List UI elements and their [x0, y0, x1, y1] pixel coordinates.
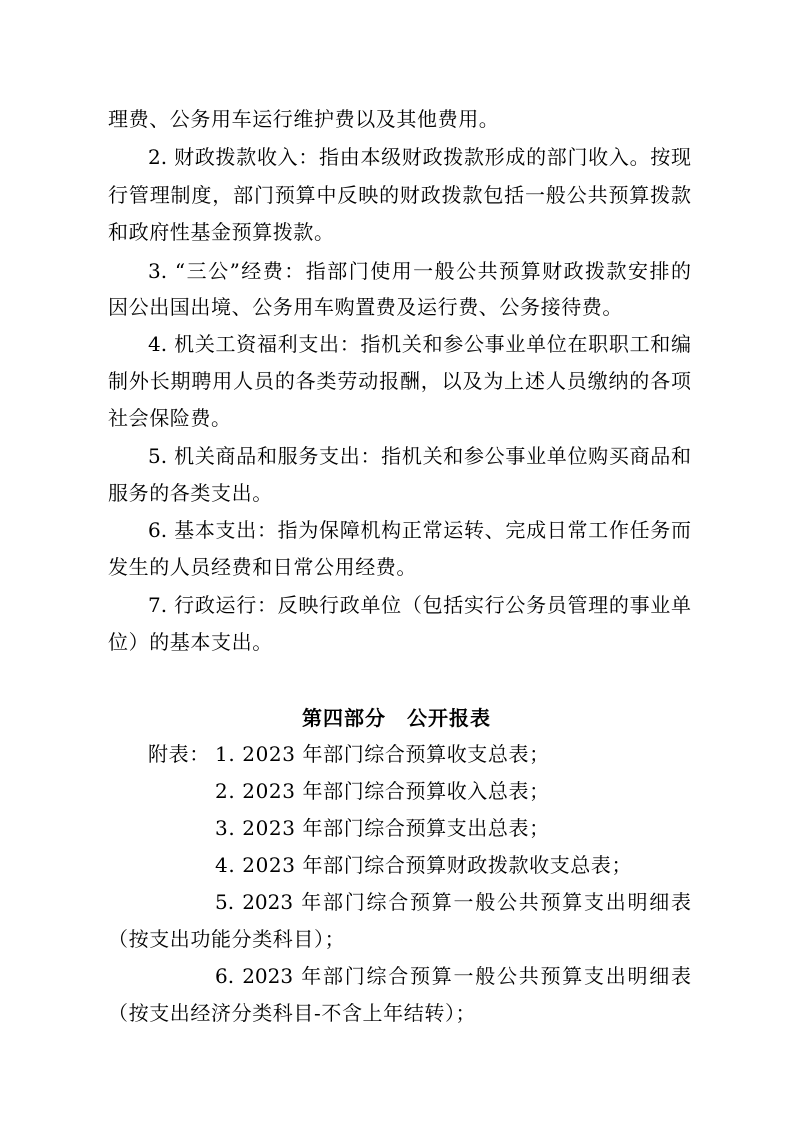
- table-item-1: 1. 2023 年部门综合预算收支总表；: [215, 742, 550, 766]
- item4-line2: 制外长期聘用人员的各类劳动报酬，以及为上述人员缴纳的各项: [108, 369, 691, 393]
- item6-line2: 发生的人员经费和日常公用经费。: [108, 555, 417, 579]
- item2-line3: 和政府性基金预算拨款。: [108, 220, 335, 244]
- section4-title: 第四部分 公开报表: [302, 706, 491, 730]
- item7-line2: 位）的基本支出。: [108, 630, 273, 654]
- item4-line3: 社会保险费。: [108, 406, 232, 430]
- item5-line2: 服务的各类支出。: [108, 481, 273, 505]
- item1-tail-line: 理费、公务用车运行维护费以及其他费用。: [108, 107, 500, 131]
- item2-line1: 2. 财政拨款收入：指由本级财政拨款形成的部门收入。按现: [148, 145, 691, 169]
- item3-line1: 3. “三公”经费：指部门使用一般公共预算财政拨款安排的: [148, 259, 691, 283]
- item5-line1: 5. 机关商品和服务支出：指机关和参公事业单位购买商品和: [148, 444, 691, 468]
- table-item-6-line2: （按支出经济分类科目-不含上年结转）；: [108, 1001, 477, 1025]
- item6-line1: 6. 基本支出：指为保障机构正常运转、完成日常工作任务而: [148, 518, 691, 542]
- table-item-5-line2: （按支出功能分类科目）；: [108, 927, 346, 951]
- table-item-4: 4. 2023 年部门综合预算财政拨款收支总表；: [215, 853, 633, 877]
- item7-line1: 7. 行政运行：反映行政单位（包括实行公务员管理的事业单: [148, 593, 691, 617]
- table-item-2: 2. 2023 年部门综合预算收入总表；: [215, 779, 550, 803]
- table-item-6-line1: 6. 2023 年部门综合预算一般公共预算支出明细表: [215, 964, 691, 988]
- item4-line1: 4. 机关工资福利支出：指机关和参公事业单位在职职工和编: [148, 332, 691, 356]
- item2-line2: 行管理制度，部门预算中反映的财政拨款包括一般公共预算拨款: [108, 183, 691, 207]
- item3-line2: 因公出国出境、公务用车购置费及运行费、公务接待费。: [108, 295, 623, 319]
- attach-label: 附表：: [148, 742, 210, 766]
- table-item-5-line1: 5. 2023 年部门综合预算一般公共预算支出明细表: [215, 890, 691, 914]
- table-item-3: 3. 2023 年部门综合预算支出总表；: [215, 816, 550, 840]
